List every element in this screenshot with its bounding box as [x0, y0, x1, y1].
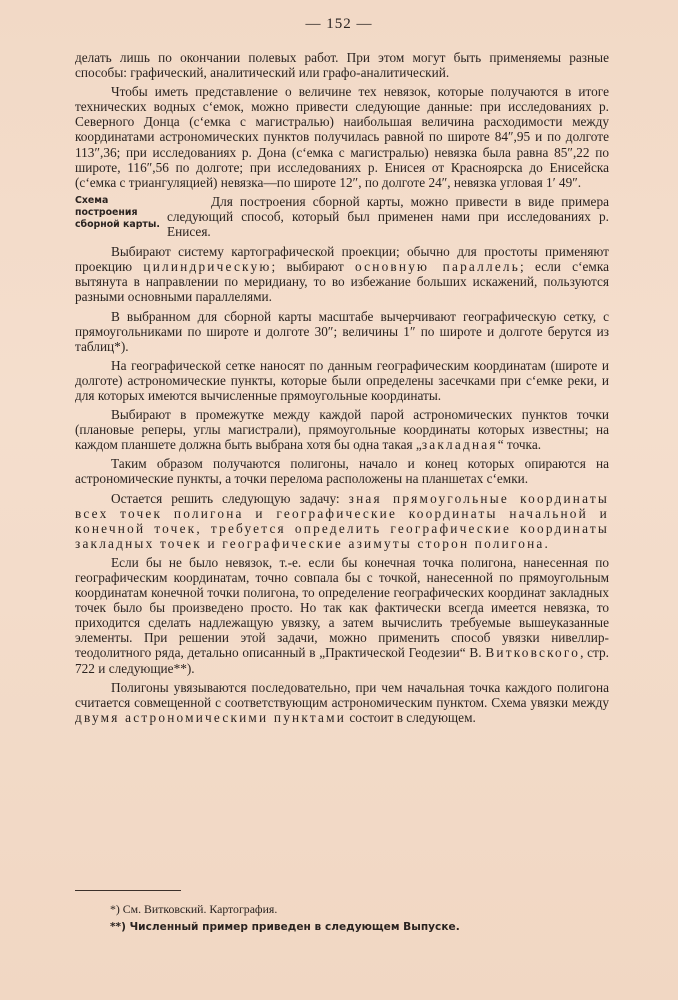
footnote-2: **) Численный пример приведен в следующем Выпуске. [110, 921, 460, 933]
p11-text-a: Полигоны увязываются последовательно, при чем начальная точка каждого полигона считается совмещенной с соответствующим астрономическим пунктом. Схема увязки между [75, 679, 609, 710]
p10-text-a: Если бы не было невязок, т.-е. если бы конечная точка полигона, нанесенная по географическим координатам, точно совпала бы с точкой, нанесенной по прямоугольным координатам конечной точки полигона, то определение географических координат закладных точек было бы произведено просто. Но так как фактически всегда имеется невязка, то приходится сделать надлежащую увязку, а затем вычислить требуемые вышеуказанные элементы. При решении этой задачи, можно применить способ увязки нивеллир-теодолитного ряда, детально описанный в „Практической Геодезии“ В. [75, 554, 609, 661]
paragraph-8: Таким образом получаются полигоны, начало и конец которых опираются на астрономические пункты, а точки перелома расположены на планшетах с‘емки. [75, 456, 609, 487]
paragraph-2: Чтобы иметь представление о величине тех невязок, которые получаются в итоге технических водных с‘емок, можно привести следующие данные: при исследованиях р. Северного Донца (с‘емка с магистралью) наибольшая величина расходимости между координатами астрономических пунктов получилась равной по широте 84″,95 и по долготе 113″,36; при исследованиях р. Дона (с‘емка с магистралью) невязка была равна 85″,22 по широте, 116″,56 по долготе; при исследованиях р. Енисея от Красноярска до Енисейска (с‘емка с триангуляцией) невязка—по широте 12″, по долготе 24″, невязка угловая 1′ 49″. [75, 84, 609, 190]
p7-text-c: “ точка. [497, 437, 542, 453]
p9-text-c: . [544, 535, 548, 551]
p9-spaced-task: зная прямоугольные координаты всех точек полигона и географические координаты начальной и конечной точек, требуется определить географические координаты закладных точек и географические азимуты сторон полигона [75, 490, 609, 551]
paragraph-11 [75, 680, 609, 725]
footnotes [110, 900, 590, 936]
paragraph-1: делать лишь по окончании полевых работ. При этом могут быть применяемы разные способы: графический, аналитический или графо-аналитический. [75, 50, 609, 81]
paragraph-7 [75, 407, 609, 452]
p10-spaced-author: Витковского [485, 645, 581, 661]
p4-text-e: ; если с‘емка вытянута в направлении по меридиану, то во избежание больших искажений, пользуются разными основными параллелями. [75, 259, 609, 305]
footnote-divider [75, 890, 181, 891]
body-text [75, 50, 609, 729]
paragraph-9 [75, 491, 609, 551]
paragraph-3: Для построения сборной карты, можно привести в виде примера следующий способ, который был применен нами при исследованиях р. Енисея. [167, 193, 609, 240]
p4-spaced-parallel: основную параллель [354, 259, 521, 275]
paragraph-5: В выбранном для сборной карты масштабе вычерчивают географическую сетку, с прямоугольниками по широте и долготе 30″; величины 1″ по широте и долготе берутся из таблиц*). [75, 308, 609, 354]
p11-spaced-points: двумя астрономическими пунктами [75, 709, 347, 725]
p4-text-c: ; выбирают [271, 259, 344, 275]
p7-text-a: Выбирают в промежутке между каждой парой астрономических пунктов точки (плановые реперы, углы магистрали), прямоугольные координаты которых известны; на каждом планшете должна быть выбрана хотя бы одна такая „ [75, 407, 609, 453]
paragraph-10 [75, 555, 609, 676]
p4-text-a: Выбирают систему картографической проекции; обычно для простоты применяют проекцию [75, 244, 609, 275]
side-note: Схема построения сборной карты. [75, 194, 160, 230]
footnote-1: *) См. Витковский. Картография. [110, 902, 278, 916]
p10-text-c: , стр. 722 и следующие**). [75, 645, 609, 676]
page-number: — 152 — [305, 16, 373, 32]
p9-text-a: Остается решить следующую задачу: [111, 490, 340, 506]
p11-text-c: состоит в следующем. [349, 709, 476, 725]
p4-spaced-cylindrical: цилиндрическую [143, 259, 272, 275]
paragraph-6: На географической сетке наносят по данным географическим координатам (широте и долготе) астрономические пункты, которые были определены засечками при с‘емке реки, и для которых имеются вычисленные прямоугольные координаты. [75, 357, 609, 403]
side-note-block [75, 194, 609, 239]
p7-spaced-zakladnaya: закладная [421, 437, 498, 453]
paragraph-4 [75, 244, 609, 304]
